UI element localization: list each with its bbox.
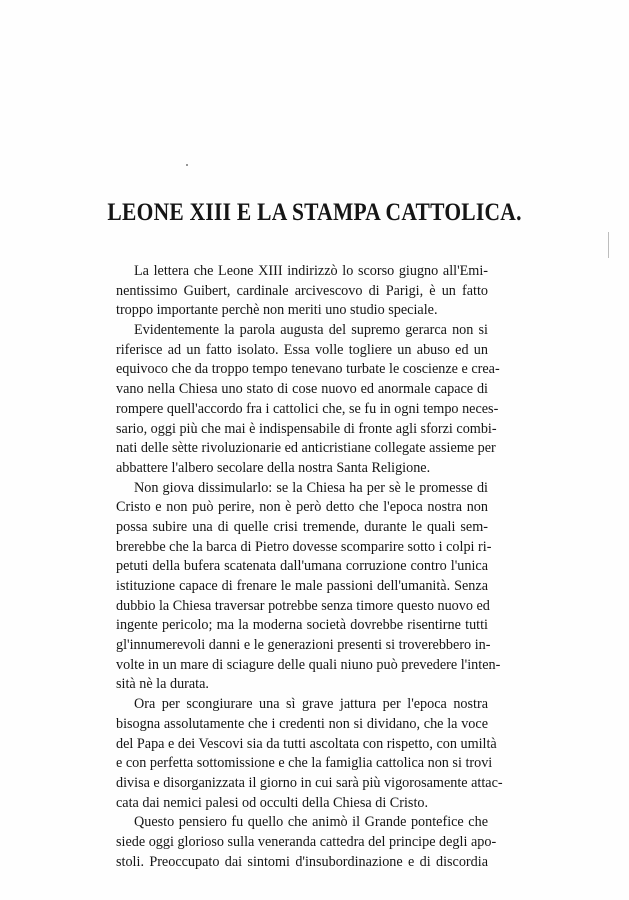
- text-line: bisogna assolutamente che i credenti non si dividano, che la voce: [116, 715, 488, 732]
- text-line: cata dai nemici palesi od occulti della Chiesa di Cristo.: [116, 794, 429, 811]
- text-line: nati delle sètte rivoluzionarie ed anticristiane collegate assieme per: [116, 440, 496, 457]
- text-line: siede oggi glorioso sulla veneranda cattedra del principe degli apo-: [116, 833, 497, 850]
- text-line: sario, oggi più che mai è indispensabile di fronte agli sforzi combi-: [116, 420, 497, 437]
- text-line: stoli. Preoccupato dai sintomi d'insubordinazione e di discordia: [116, 853, 488, 870]
- text-line: gl'innumerevoli danni e le generazioni presenti si troverebbero in-: [116, 637, 491, 654]
- page-edge-mark: [608, 232, 609, 258]
- text-line: troppo importante perchè non meriti uno studio speciale.: [116, 302, 438, 319]
- text-line: equivoco che da troppo tempo tenevano turbate le coscienze e crea-: [116, 361, 500, 378]
- body-text: [116, 262, 503, 872]
- text-line: istituzione capace di frenare le male passioni dell'umanità. Senza: [116, 578, 488, 594]
- text-line: Non giova dissimularlo: se la Chiesa ha per sè le promesse di: [134, 479, 488, 496]
- text-line: e con perfetta sottomissione e che la famiglia cattolica non si trovi: [116, 755, 493, 772]
- text-line: Ora per scongiurare una sì grave jattura per l'epoca nostra: [134, 696, 488, 713]
- text-line: La lettera che Leone XIII indirizzò lo scorso giugno all'Emi-: [134, 263, 488, 279]
- text-line: divisa e disorganizzata il giorno in cui sarà più vigorosamente attac-: [116, 774, 503, 791]
- text-line: petuti della bufera scatenata dall'umana corruzione contro l'unica: [116, 558, 488, 575]
- text-line: riferisce ad un fatto isolato. Essa volle togliere un abuso ed un: [116, 341, 488, 358]
- ink-speck: [186, 164, 188, 166]
- text-line: nentissimo Guibert, cardinale arcivescovo di Parigi, è un fatto: [116, 282, 488, 299]
- text-line: Cristo e non può perire, non è però detto che l'epoca nostra non: [116, 499, 488, 516]
- text-line: del Papa e dei Vescovi sia da tutti ascoltata con rispetto, con umiltà: [116, 735, 497, 752]
- text-line: sità nè la durata.: [116, 676, 209, 693]
- text-line: possa subire una di quelle crisi tremende, durante le quali sem-: [116, 518, 488, 535]
- text-line: vano nella Chiesa uno stato di cose nuovo ed anormale capace di: [116, 381, 488, 398]
- chapter-title: LEONE XIII E LA STAMPA CATTOLICA.: [107, 199, 522, 226]
- text-line: Evidentemente la parola augusta del supremo gerarca non si: [134, 322, 488, 339]
- text-line: dubbio la Chiesa traversar potrebbe senza timore questo nuovo ed: [116, 597, 490, 614]
- text-line: ingente pericolo; ma la moderna società dovrebbe risentirne tutti: [116, 617, 488, 634]
- text-line: Questo pensiero fu quello che animò il Grande pontefice che: [134, 814, 488, 831]
- text-line: volte in un mare di sciagure delle quali niuno può prevedere l'inten-: [116, 656, 501, 673]
- text-line: rompere quell'accordo fra i cattolici che, se fu in ogni tempo neces-: [116, 400, 499, 417]
- text-line: brerebbe che la barca di Pietro dovesse scomparire sotto i colpi ri-: [116, 538, 492, 555]
- text-line: abbattere l'albero secolare della nostra Santa Religione.: [116, 459, 431, 476]
